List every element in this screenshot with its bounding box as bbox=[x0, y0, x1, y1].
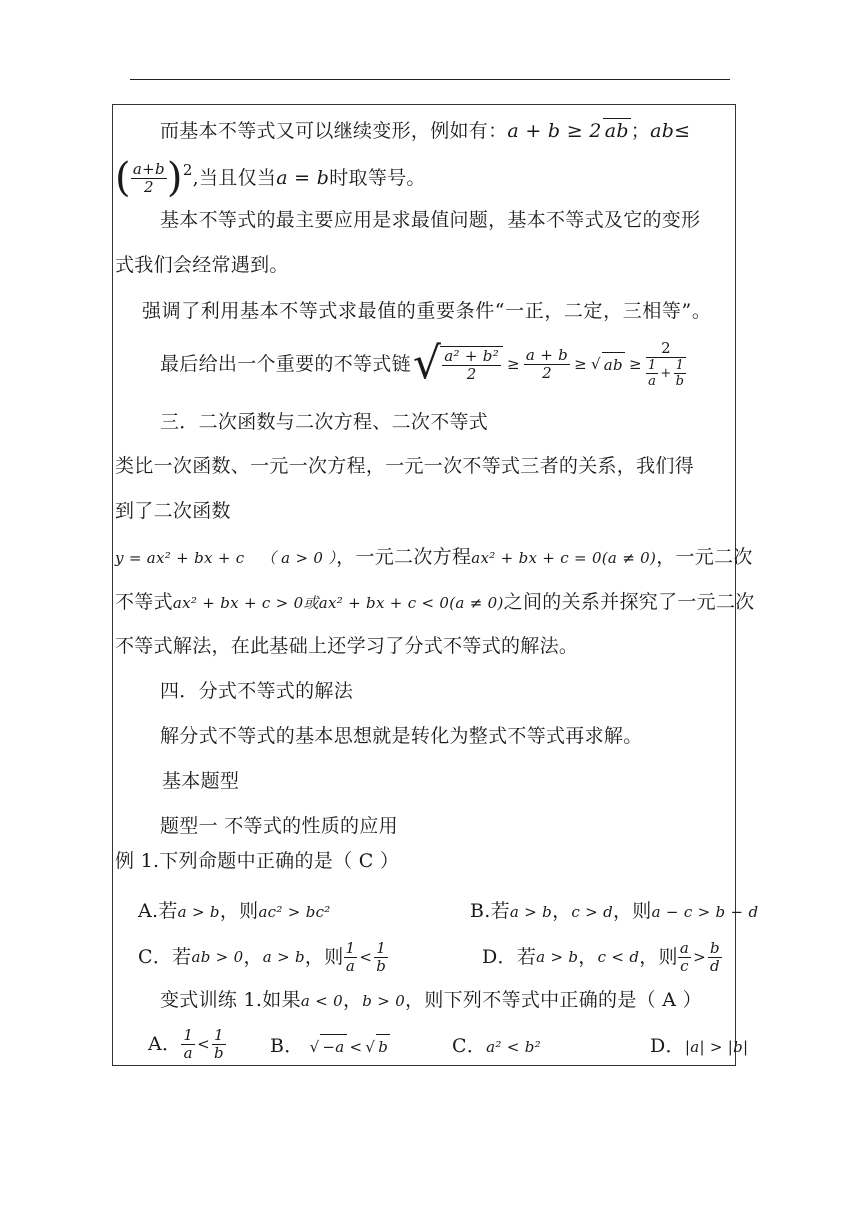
section3-line4-tail: 之间的关系并探究了一元二次 bbox=[503, 591, 755, 613]
example1-option-a: A.若a > b，则ac² > bc² bbox=[138, 900, 331, 922]
condition-a-positive: （ a > 0 ） bbox=[260, 549, 337, 567]
sqrt-ab: ab bbox=[604, 120, 629, 142]
section3-line3-text: ，一元二次方程 bbox=[336, 546, 472, 568]
section4-heading: 四．分式不等式的解法 bbox=[160, 680, 354, 702]
inequality-chain bbox=[160, 334, 686, 394]
formula-a-plus-b: a + b ≥ 2 bbox=[507, 120, 602, 142]
section3-line1: 类比一次函数、一元一次方程，一元一次不等式三者的关系，我们得 bbox=[115, 455, 695, 477]
section3-line2: 到了二次函数 bbox=[115, 500, 231, 522]
sqrt-gm: ab bbox=[602, 352, 625, 377]
section3-line3 bbox=[115, 545, 753, 570]
sqrt-sign-2: √ bbox=[590, 355, 601, 373]
sqrt-rms: $\frac{\text{a² + b²}}{2}$ bbox=[440, 346, 503, 382]
para2-line2: 式我们会经常遇到。 bbox=[115, 254, 289, 276]
quadratic-equation: ax² + bx + c = 0(a ≠ 0) bbox=[471, 549, 657, 567]
para1-line2-tail: 时取等号。 bbox=[329, 167, 426, 189]
section3-line4 bbox=[115, 590, 755, 615]
variant1-stem: 变式训练 1.如果a < 0，b > 0，则下列不等式中正确的是（ A ） bbox=[160, 989, 702, 1011]
frac-am: $\frac{a + b}{2}$ bbox=[525, 345, 569, 382]
geq-2: ≥ bbox=[574, 355, 587, 373]
para1-line2 bbox=[115, 155, 426, 201]
variant1-option-a: A． $\frac{1}{a}$ < $\frac{1}{b}$ bbox=[148, 1025, 224, 1062]
section4-line1: 解分式不等式的基本思想就是转化为整式不等式再求解。 bbox=[160, 725, 643, 747]
geq-3: ≥ bbox=[628, 355, 642, 373]
formula-a-eq-b: a = b bbox=[276, 167, 330, 189]
para1-text: 而基本不等式又可以继续变形，例如有： bbox=[160, 120, 508, 142]
geq-1: ≥ bbox=[507, 355, 520, 373]
variant1-option-b: B． √ −a < √ b bbox=[270, 1035, 389, 1057]
quadratic-function: y = ax² + bx + c bbox=[115, 549, 245, 567]
chain-intro: 最后给出一个重要的不等式链 bbox=[160, 353, 411, 375]
frac-a-plus-b-over-2: $\frac{a+b}{2}$ bbox=[132, 159, 165, 196]
right-paren: ) bbox=[166, 155, 183, 201]
sqrt-sign: √ bbox=[412, 338, 442, 389]
header-rule bbox=[130, 79, 730, 80]
example1-option-c: C．若 ab > 0 ， a > b ，则 $\frac{1}{a}$ < $\frac{1}{b}$ bbox=[138, 938, 387, 975]
section3-line3-tail: ，一元二次 bbox=[656, 546, 753, 568]
variant1-option-c: C．a² < b² bbox=[452, 1035, 541, 1057]
para1-line1 bbox=[160, 118, 690, 143]
section3-heading: 三．二次函数与二次方程、二次不等式 bbox=[160, 411, 489, 433]
section3-line5: 不等式解法，在此基础上还学习了分式不等式的解法。 bbox=[115, 635, 579, 657]
section3-line4-text: 不等式 bbox=[115, 591, 173, 613]
basic-types-heading: 基本题型 bbox=[162, 770, 240, 792]
frac-hm: 2 $\frac{1}{a}$ + $\frac{1}{b}$ bbox=[647, 338, 685, 389]
example1-option-d: D．若 a > b ， c < d ，则 $\frac{a}{c}$ > $\frac{b}{d}$ bbox=[482, 938, 720, 975]
left-paren: ( bbox=[115, 155, 131, 201]
variant1-option-d: D．|a| > |b| bbox=[650, 1035, 749, 1057]
example1-option-b: B.若a > b，c > d，则a − c > b − d bbox=[470, 900, 759, 922]
quadratic-inequality: ax² + bx + c > 0或ax² + bx + c < 0(a ≠ 0) bbox=[172, 594, 504, 612]
separator: ； bbox=[630, 120, 651, 142]
example1-stem: 例 1.下列命题中正确的是（ C ） bbox=[115, 850, 400, 872]
exponent: 2 bbox=[182, 161, 193, 179]
para1-line2-text: ,当且仅当 bbox=[192, 167, 277, 189]
type1-heading: 题型一 不等式的性质的应用 bbox=[160, 815, 398, 837]
formula-ab-leq: ab≤ bbox=[650, 120, 691, 142]
para3: 强调了利用基本不等式求最值的重要条件“一正，二定，三相等”。 bbox=[142, 300, 712, 322]
para2-line1: 基本不等式的最主要应用是求最值问题，基本不等式及它的变形 bbox=[160, 209, 701, 231]
